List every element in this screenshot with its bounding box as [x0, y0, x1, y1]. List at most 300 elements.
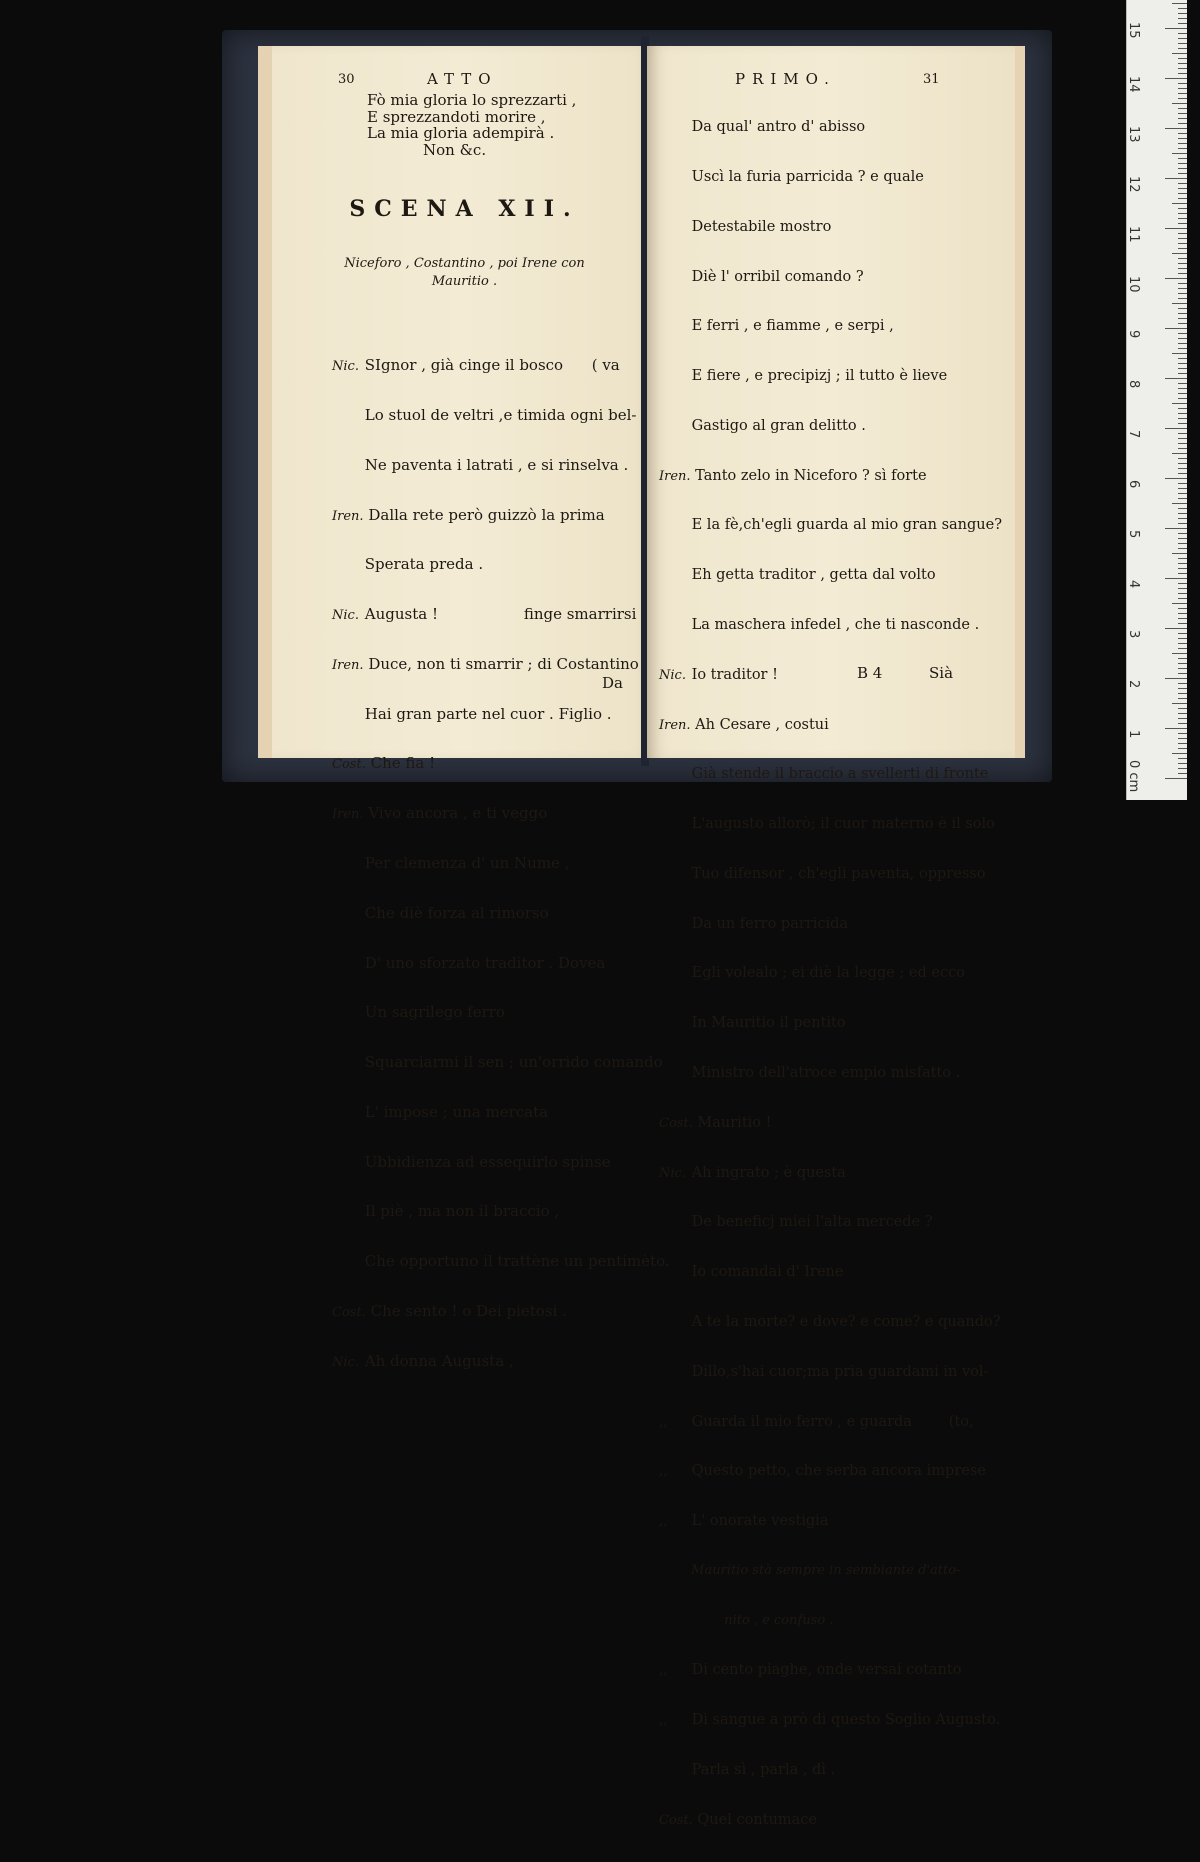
ruler-tick	[1178, 673, 1187, 674]
ruler-tick	[1178, 163, 1187, 164]
ruler-tick	[1178, 218, 1187, 219]
ruler-tick	[1178, 748, 1187, 749]
ruler-tick	[1178, 273, 1187, 274]
dialogue-line	[332, 1154, 670, 1171]
line-text: Uscì la furia parricida ? e quale	[691, 168, 924, 185]
left-page	[258, 46, 670, 1370]
ruler-tick	[1178, 588, 1187, 589]
line-text: Che fia !	[370, 754, 436, 773]
dialogue-line	[659, 269, 1002, 286]
line-text: SIgnor , già cinge il bosco ( va	[364, 356, 620, 375]
speaker: ,,	[659, 1464, 668, 1480]
ruler-tick	[1178, 488, 1187, 489]
ruler-tick	[1178, 88, 1187, 89]
line-text: E la fè,ch'egli guarda al mio gran sangue?	[691, 517, 1002, 534]
left-catchword: Da	[602, 674, 623, 692]
signature-mark: B 4	[857, 664, 883, 682]
dialogue-line	[659, 1065, 1002, 1082]
ruler-tick	[1172, 603, 1187, 604]
ruler-tick	[1178, 448, 1187, 449]
line-text: Ah donna Augusta ,	[364, 1351, 514, 1370]
speaker: Iren.	[332, 657, 364, 673]
ruler-tick	[1178, 663, 1187, 664]
line-text: Hai gran parte nel cuor . Figlio .	[364, 704, 612, 723]
line-text: nito , e confuso .	[691, 1612, 834, 1628]
ruler-tick	[1178, 763, 1187, 764]
right-catchword: Sià	[929, 664, 954, 682]
ruler-tick	[1178, 238, 1187, 239]
ruler-number: 9	[1126, 330, 1141, 339]
speaker: Iren.	[332, 807, 364, 823]
ruler-tick	[1178, 568, 1187, 569]
dialogue-line	[659, 866, 1002, 883]
line-text: Egli volealo ; ei diè la legge ; ed ecco	[691, 965, 965, 982]
ruler-tick	[1165, 578, 1187, 579]
line-text: Augusta ! finge smarrirsi	[364, 605, 637, 624]
dialogue-line	[332, 706, 670, 723]
ruler-tick	[1172, 703, 1187, 704]
stage-direction-line: Mauritio .	[431, 274, 498, 289]
line-text: Che sento ! o Dei pietosi .	[370, 1302, 567, 1321]
ruler-tick	[1178, 18, 1187, 19]
dialogue-line	[332, 407, 670, 424]
ruler-tick	[1178, 23, 1187, 24]
scale-ruler	[1126, 0, 1187, 800]
dialogue-line	[659, 1513, 1002, 1530]
dialogue-line	[332, 1253, 670, 1270]
ruler-tick	[1178, 133, 1187, 134]
ruler-tick	[1178, 198, 1187, 199]
ruler-tick	[1178, 393, 1187, 394]
ruler-tick	[1178, 108, 1187, 109]
line-text: Gastigo al gran delitto .	[691, 417, 866, 434]
dialogue-line	[659, 1115, 1002, 1132]
dialogue-line	[659, 567, 1002, 584]
ruler-number: 4	[1126, 580, 1141, 589]
verse-line: La mia gloria adempirà .	[367, 124, 555, 143]
speaker: Iren.	[659, 717, 691, 733]
ruler-tick	[1178, 83, 1187, 84]
speaker: Nic.	[332, 359, 359, 375]
speaker: Nic.	[332, 608, 359, 624]
ruler-tick	[1165, 128, 1187, 129]
ruler-number: 15	[1126, 22, 1141, 39]
ruler-number: 5	[1126, 530, 1141, 539]
dialogue-line	[659, 717, 1002, 734]
dialogue-line	[659, 119, 1002, 136]
ruler-tick	[1178, 138, 1187, 139]
ruler-tick	[1178, 388, 1187, 389]
ruler-tick	[1178, 118, 1187, 119]
ruler-number: 13	[1126, 126, 1141, 143]
ruler-tick	[1172, 453, 1187, 454]
dialogue-line	[659, 1712, 1002, 1729]
ruler-tick	[1178, 483, 1187, 484]
line-text: Eh getta traditor , getta dal volto	[691, 567, 936, 584]
line-text: Già stende il braccio a svellerti di fronte	[691, 766, 989, 783]
line-text: Tanto zelo in Niceforo ? sì forte	[695, 467, 927, 484]
dialogue-line	[332, 905, 670, 922]
ruler-tick	[1178, 123, 1187, 124]
line-text: Di cento piaghe, onde versai cotanto	[691, 1662, 962, 1679]
ruler-tick	[1178, 758, 1187, 759]
ruler-tick	[1178, 248, 1187, 249]
line-text: Ministro dell'atroce empio misfatto .	[691, 1065, 961, 1082]
ruler-tick	[1172, 753, 1187, 754]
speaker: ,,	[659, 1514, 668, 1530]
ruler-tick	[1178, 93, 1187, 94]
dialogue-line	[332, 855, 670, 872]
dialogue-line	[332, 1203, 670, 1220]
ruler-tick	[1178, 343, 1187, 344]
ruler-tick	[1178, 508, 1187, 509]
ruler-tick	[1178, 283, 1187, 284]
left-dialogue	[332, 324, 670, 1403]
speaker: ,,	[659, 1414, 668, 1430]
line-text: Di sangue a prò di questo Soglio Augusto.	[691, 1712, 1001, 1729]
line-text: Tuo difensor , ch'egli paventa, oppresso	[691, 865, 986, 882]
ruler-tick	[1178, 43, 1187, 44]
dialogue-line	[332, 1104, 670, 1121]
ruler-tick	[1178, 418, 1187, 419]
ruler-tick	[1178, 423, 1187, 424]
dialogue-line	[659, 517, 1002, 534]
line-text: Questo petto, che serba ancora imprese	[691, 1463, 986, 1480]
dialogue-line	[659, 1364, 1002, 1381]
ruler-tick	[1178, 58, 1187, 59]
ruler-tick	[1178, 698, 1187, 699]
line-text: Io comandai d' Irene	[691, 1264, 844, 1281]
dialogue-line	[332, 656, 670, 673]
ruler-tick	[1165, 778, 1187, 779]
line-text: E ferri , e fiamme , e serpi ,	[691, 318, 894, 335]
dialogue-line	[332, 1054, 670, 1071]
ruler-tick	[1178, 633, 1187, 634]
dialogue-line	[332, 606, 670, 623]
line-text: Squarciarmi il sen ; un'orrido comando	[364, 1053, 663, 1072]
ruler-number: 12	[1126, 176, 1141, 193]
ruler-tick	[1172, 253, 1187, 254]
line-text: Lo stuol de veltri ,e timida ogni bel-	[364, 405, 637, 424]
speaker: Cost.	[332, 1305, 366, 1321]
ruler-tick	[1172, 553, 1187, 554]
ruler-tick	[1178, 38, 1187, 39]
ruler-tick	[1165, 428, 1187, 429]
ruler-tick	[1178, 363, 1187, 364]
ruler-tick	[1165, 478, 1187, 479]
dialogue-line	[659, 617, 1002, 634]
ruler-number: 14	[1126, 76, 1141, 93]
dialogue-line	[659, 1264, 1002, 1281]
ruler-tick	[1178, 643, 1187, 644]
line-text: Sperata preda .	[364, 555, 484, 574]
line-text: Che opportuno il trattène un pentimèto.	[364, 1252, 670, 1271]
ruler-tick	[1178, 463, 1187, 464]
dialogue-line	[332, 457, 670, 474]
ruler-tick	[1178, 518, 1187, 519]
verse-line: E sprezzandoti morire ,	[367, 107, 546, 126]
stage-direction-line: Niceforo , Costantino , poi Irene con	[344, 256, 585, 271]
ruler-tick	[1178, 688, 1187, 689]
ruler-tick	[1178, 323, 1187, 324]
ruler-tick	[1178, 583, 1187, 584]
line-text: L' impose ; una mercata	[364, 1102, 549, 1121]
ruler-tick	[1165, 178, 1187, 179]
ruler-tick	[1178, 543, 1187, 544]
ruler-tick	[1178, 443, 1187, 444]
ruler-tick	[1178, 683, 1187, 684]
ruler-tick	[1178, 438, 1187, 439]
ruler-tick	[1172, 203, 1187, 204]
line-text: Vivo ancora , e ti veggo	[368, 804, 548, 823]
ruler-tick	[1178, 333, 1187, 334]
dialogue-line	[659, 1463, 1002, 1480]
dialogue-line	[659, 916, 1002, 933]
ruler-tick	[1178, 268, 1187, 269]
ruler-tick	[1178, 473, 1187, 474]
ruler-tick	[1178, 193, 1187, 194]
dialogue-line	[332, 805, 670, 822]
ruler-tick	[1178, 398, 1187, 399]
line-text: Il piè , ma non il braccio ,	[364, 1202, 560, 1221]
dialogue-line	[332, 357, 670, 374]
right-page-number: 31	[923, 72, 940, 87]
line-text: Dalla rete però guizzò la prima	[368, 505, 605, 524]
ruler-tick	[1178, 183, 1187, 184]
ruler-tick	[1172, 3, 1187, 4]
ruler-tick	[1172, 653, 1187, 654]
ruler-tick	[1178, 348, 1187, 349]
dialogue-line	[659, 1414, 1002, 1431]
ruler-tick	[1178, 608, 1187, 609]
line-text: L' onorate vestigia	[691, 1513, 829, 1530]
ruler-tick	[1178, 383, 1187, 384]
line-text: Da un ferro parricida	[691, 915, 849, 932]
ruler-number: 1	[1126, 730, 1141, 739]
line-text: E fiere , e precipizj ; il tutto è lieve	[691, 368, 948, 385]
ruler-tick	[1178, 498, 1187, 499]
ruler-tick	[1178, 618, 1187, 619]
ruler-tick	[1178, 558, 1187, 559]
line-text: Che diè forza al rimorso	[364, 903, 549, 922]
line-text: Guarda il mio ferro , e guarda (to,	[691, 1413, 974, 1430]
dialogue-line	[659, 1165, 1002, 1182]
speaker: Cost.	[659, 1115, 693, 1131]
ruler-number: 11	[1126, 226, 1141, 243]
ruler-tick	[1178, 373, 1187, 374]
ruler-tick	[1172, 303, 1187, 304]
line-text: Ah Cesare , costui	[695, 716, 829, 733]
speaker: Cost.	[332, 757, 366, 773]
line-text: La maschera infedel , che ti nasconde .	[691, 617, 980, 633]
ruler-tick	[1165, 28, 1187, 29]
ruler-tick	[1178, 593, 1187, 594]
ruler-tick	[1172, 353, 1187, 354]
ruler-number: 8	[1126, 380, 1141, 389]
ruler-tick	[1178, 143, 1187, 144]
ruler-tick	[1178, 208, 1187, 209]
ruler-tick	[1178, 368, 1187, 369]
dialogue-line	[659, 1314, 1002, 1331]
ruler-tick	[1165, 728, 1187, 729]
dialogue-line	[332, 755, 670, 772]
dialogue-line	[332, 556, 670, 573]
dialogue-line	[659, 219, 1002, 236]
ruler-number: 3	[1126, 630, 1141, 639]
line-text: In Mauritio il pentito	[691, 1015, 846, 1032]
dialogue-line	[659, 1015, 1002, 1032]
speaker: ,,	[659, 1713, 668, 1729]
speaker: Nic.	[332, 1354, 359, 1370]
ruler-tick	[1178, 773, 1187, 774]
ruler-tick	[1178, 713, 1187, 714]
speaker: Nic.	[659, 667, 686, 683]
line-text: Dillo,s'hai cuor;ma pria guardami in vol-	[691, 1363, 989, 1380]
dialogue-line	[659, 318, 1002, 335]
dialogue-line	[332, 955, 670, 972]
dialogue-line	[659, 816, 1002, 833]
dialogue-line	[659, 766, 1002, 783]
ruler-tick	[1178, 98, 1187, 99]
ruler-tick	[1178, 63, 1187, 64]
dialogue-line	[659, 418, 1002, 435]
ruler-tick	[1178, 13, 1187, 14]
ruler-tick	[1178, 68, 1187, 69]
scene-title: SCENA XII.	[349, 196, 580, 222]
ruler-tick	[1178, 48, 1187, 49]
ruler-tick	[1178, 468, 1187, 469]
line-text: Mauritio !	[697, 1114, 772, 1131]
ruler-tick	[1178, 733, 1187, 734]
ruler-tick	[1178, 693, 1187, 694]
ruler-tick	[1178, 33, 1187, 34]
dialogue-line	[332, 507, 670, 524]
ruler-tick	[1165, 78, 1187, 79]
line-text: L'augusto allorò; il cuor materno è il solo	[691, 816, 995, 833]
ruler-number: 6	[1126, 480, 1141, 489]
speaker: Iren.	[332, 508, 364, 524]
left-page-number: 30	[338, 72, 355, 87]
ruler-tick	[1178, 458, 1187, 459]
line-text: Duce, non ti smarrir ; di Costantino	[368, 654, 639, 673]
ruler-unit-label: 0 cm	[1126, 760, 1141, 793]
verse-line: Fò mia gloria lo sprezzarti ,	[367, 91, 577, 109]
line-text: Parla sì , parla , dì .	[691, 1761, 836, 1778]
dialogue-line	[659, 1214, 1002, 1231]
ruler-tick	[1165, 328, 1187, 329]
ruler-tick	[1178, 433, 1187, 434]
ruler-tick	[1178, 408, 1187, 409]
dialogue-line	[332, 1303, 670, 1320]
ruler-tick	[1178, 188, 1187, 189]
ruler-tick	[1178, 563, 1187, 564]
right-running-head: PRIMO.	[735, 70, 836, 88]
dialogue-line	[659, 1563, 1002, 1580]
ruler-tick	[1178, 223, 1187, 224]
ruler-tick	[1178, 258, 1187, 259]
ruler-number: 2	[1126, 680, 1141, 689]
line-text: Detestabile mostro	[691, 218, 832, 235]
ruler-tick	[1178, 358, 1187, 359]
ruler-tick	[1178, 573, 1187, 574]
ruler-tick	[1178, 738, 1187, 739]
ruler-tick	[1178, 513, 1187, 514]
speaker: ,,	[659, 1663, 668, 1679]
dialogue-line	[659, 1613, 1002, 1630]
ruler-tick	[1178, 158, 1187, 159]
ruler-tick	[1172, 403, 1187, 404]
ruler-tick	[1178, 538, 1187, 539]
ruler-tick	[1178, 548, 1187, 549]
ruler-tick	[1165, 528, 1187, 529]
ruler-tick	[1178, 623, 1187, 624]
ruler-tick	[1178, 668, 1187, 669]
verse-line: Non &c.	[423, 140, 487, 159]
ruler-tick	[1178, 598, 1187, 599]
ruler-tick	[1178, 338, 1187, 339]
ruler-tick	[1178, 288, 1187, 289]
right-dialogue	[659, 86, 1002, 1862]
ruler-tick	[1165, 378, 1187, 379]
line-text: De beneficj miei l'alta mercede ?	[691, 1214, 933, 1231]
line-text: Ne paventa i latrati , e si rinselva .	[364, 455, 629, 474]
ruler-tick	[1172, 53, 1187, 54]
line-text: Ubbidienza ad essequirlo spinse	[364, 1152, 611, 1171]
ruler-tick	[1178, 73, 1187, 74]
ruler-tick	[1178, 173, 1187, 174]
ruler-tick	[1178, 718, 1187, 719]
ruler-tick	[1178, 413, 1187, 414]
dialogue-line	[659, 468, 1002, 485]
ruler-tick	[1178, 533, 1187, 534]
line-text: Quel contumace	[697, 1811, 817, 1828]
ruler-tick	[1178, 8, 1187, 9]
line-text: Per clemenza d' un Nume ,	[364, 854, 570, 872]
speaker: Cost.	[659, 1812, 693, 1828]
ruler-tick	[1172, 103, 1187, 104]
line-text: A te la morte? e dove? e come? e quando?	[691, 1313, 1001, 1330]
dialogue-line	[332, 1004, 670, 1021]
ruler-tick	[1165, 278, 1187, 279]
dialogue-line	[659, 169, 1002, 186]
ruler-tick	[1178, 318, 1187, 319]
ruler-tick	[1178, 638, 1187, 639]
left-running-head: ATTO	[427, 70, 498, 88]
line-text: Diè l' orribil comando ?	[691, 268, 864, 285]
ruler-tick	[1178, 493, 1187, 494]
ruler-tick	[1165, 228, 1187, 229]
line-text: Da qual' antro d' abisso	[691, 119, 866, 136]
line-text: Un sagrilego ferro	[364, 1003, 505, 1022]
ruler-tick	[1178, 613, 1187, 614]
ruler-tick	[1178, 113, 1187, 114]
ruler-tick	[1178, 648, 1187, 649]
ruler-tick	[1178, 658, 1187, 659]
dialogue-line	[659, 965, 1002, 982]
line-text: Io traditor !	[691, 666, 778, 683]
dialogue-line	[332, 1353, 670, 1370]
ruler-tick	[1178, 243, 1187, 244]
ruler-tick	[1178, 523, 1187, 524]
opening-verse	[367, 92, 576, 158]
ruler-tick	[1178, 148, 1187, 149]
ruler-tick	[1178, 233, 1187, 234]
line-text: Ah ingrato ; è questa	[691, 1164, 846, 1181]
ruler-tick	[1178, 263, 1187, 264]
ruler-tick	[1178, 293, 1187, 294]
ruler-tick	[1178, 313, 1187, 314]
ruler-tick	[1178, 168, 1187, 169]
